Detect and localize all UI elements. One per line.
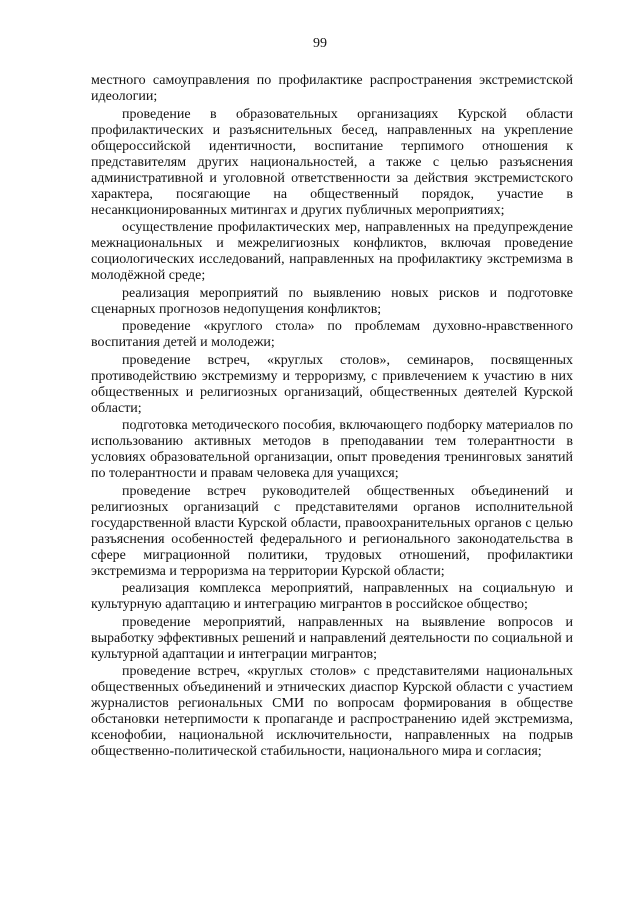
paragraph: проведение мероприятий, направленных на выявление вопросов и выработку эффективных решений и направлений деятельности по социальной и культурной адаптации и интеграции мигрантов; — [91, 614, 573, 662]
paragraph: реализация мероприятий по выявлению новых рисков и подготовке сценарных прогнозов недопущения конфликтов; — [91, 285, 573, 317]
paragraph: проведение встреч, «круглых столов», семинаров, посвященных противодействию экстремизму и терроризму, с привлечением к участию в них общественных и религиозных организаций, общественных деятелей Курской области; — [91, 352, 573, 416]
paragraph: проведение встреч, «круглых столов» с представителями национальных общественных объединений и этнических диаспор Курской области с участием журналистов региональных СМИ по вопросам формирования в обществе обстановки нетерпимости к пропаганде и распространению идей экстремизма, ксенофобии, национальной исключительности, направленных на подрыв общественно-политической стабильности, национального мира и согласия; — [91, 664, 573, 759]
paragraph: проведение в образовательных организациях Курской области профилактических и разъяснительных бесед, направленных на укрепление общероссийской идентичности, воспитание терпимого отношения к представителям других национальностей, а также с целью разъяснения административной и уголовной ответственности за действия экстремистского характера, посягающие на общественный порядок, участие в несанкционированных митингах и других публичных мероприятиях; — [91, 106, 573, 218]
document-body — [91, 73, 573, 762]
page-number: 99 — [313, 36, 327, 51]
paragraph: проведение «круглого стола» по проблемам духовно-нравственного воспитания детей и молодежи; — [91, 319, 573, 350]
paragraph: реализация комплекса мероприятий, направленных на социальную и культурную адаптацию и интеграцию мигрантов в российское общество; — [91, 581, 573, 612]
paragraph: проведение встреч руководителей общественных объединений и религиозных организаций с представителями органов исполнительной государственной власти Курской области, правоохранительных органов с целью разъяснения особенностей федерального и регионального законодательства в сфере миграционной политики, трудовых отношений, профилактики экстремизма и терроризма на территории Курской области; — [91, 483, 573, 579]
paragraph: осуществление профилактических мер, направленных на предупреждение межнациональных и межрелигиозных конфликтов, включая проведение социологических исследований, направленных на профилактику экстремизма в молодёжной среде; — [91, 220, 573, 283]
paragraph: подготовка методического пособия, включающего подборку материалов по использованию активных методов в преподавании тем толерантности в условиях образовательной организации, опыт проведения тренинговых занятий по толерантности и правам человека для учащихся; — [91, 418, 573, 481]
paragraph: местного самоуправления по профилактике распространения экстремистской идеологии; — [91, 73, 573, 104]
